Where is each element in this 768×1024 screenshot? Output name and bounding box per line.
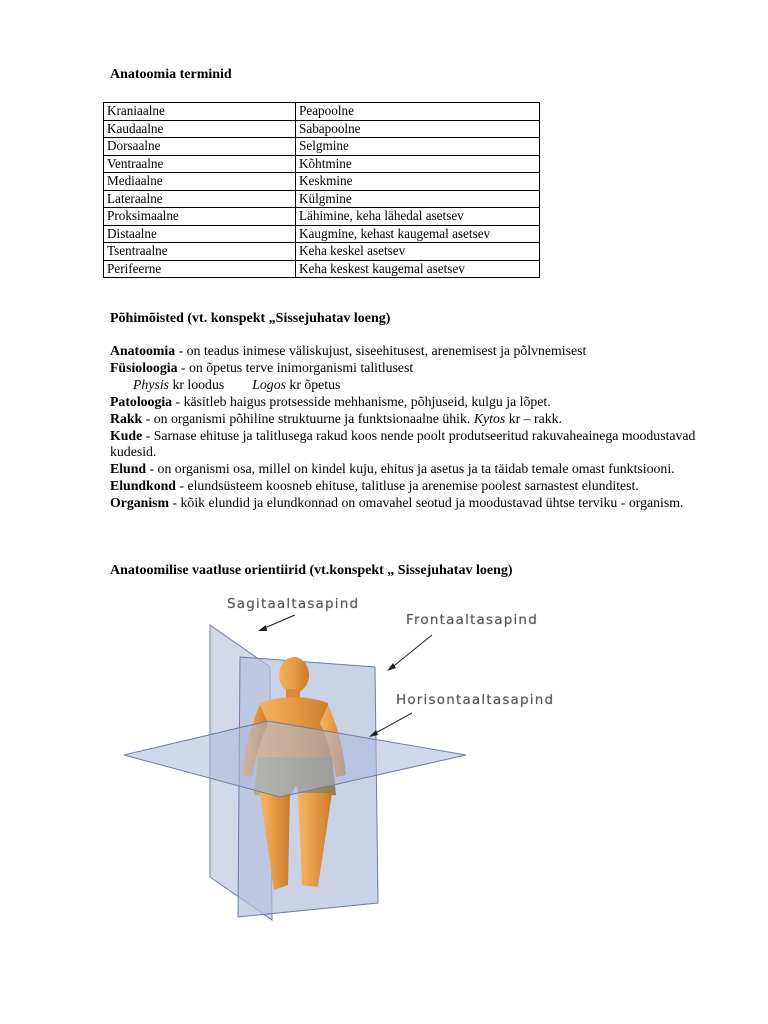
- terms-table: [103, 102, 540, 278]
- table-row: [104, 260, 540, 278]
- planes-illustration: [110, 585, 490, 925]
- definition-kude: Kude - Sarnase ehituse ja talitlusega rakud koos nende poolt produtseeritud rakuvaheainega moodustavad kudesid.: [110, 427, 696, 460]
- term-cell: Kraniaalne: [104, 103, 296, 121]
- term-cell: Distaalne: [104, 225, 296, 243]
- meaning-cell: Kaugmine, kehast kaugemal asetsev: [296, 225, 540, 243]
- meaning-cell: Keha keskel asetsev: [296, 243, 540, 261]
- table-row: [104, 225, 540, 243]
- definition-elundkond: Elundkond - elundsüsteem koosneb ehituse, talitluse ja arenemise poolest sarnastest elunditest.: [110, 478, 639, 494]
- section-heading-orientation: Anatoomilise vaatluse orientiirid (vt.konspekt „ Sissejuhatav loeng): [110, 563, 513, 578]
- anatomical-planes-figure: [110, 585, 555, 925]
- meaning-cell: Lähimine, keha lähedal asetsev: [296, 208, 540, 226]
- table-row: [104, 173, 540, 191]
- table-row: [104, 190, 540, 208]
- table-row: [104, 103, 540, 121]
- term-cell: Dorsaalne: [104, 138, 296, 156]
- term-cell: Perifeerne: [104, 260, 296, 278]
- term-cell: Mediaalne: [104, 173, 296, 191]
- table-row: [104, 120, 540, 138]
- table-row: [104, 208, 540, 226]
- meaning-cell: Peapoolne: [296, 103, 540, 121]
- term-cell: Kaudaalne: [104, 120, 296, 138]
- definitions-list: [110, 343, 715, 512]
- meaning-cell: Keha keskest kaugemal asetsev: [296, 260, 540, 278]
- definition-elund: Elund - on organismi osa, millel on kindel kuju, ehitus ja asetus ja ta täidab temale omast funktsiooni.: [110, 461, 675, 477]
- horizontal-plane: [124, 721, 466, 797]
- meaning-cell: Sabapoolne: [296, 120, 540, 138]
- term-cell: Tsentraalne: [104, 243, 296, 261]
- page-title: Anatoomia terminid: [110, 67, 232, 82]
- term-cell: Lateraalne: [104, 190, 296, 208]
- frontal-plane-label: Frontaaltasapind: [406, 612, 538, 628]
- meaning-cell: Kõhtmine: [296, 155, 540, 173]
- frontal-arrow: [390, 635, 432, 669]
- definition-patoloogia: Patoloogia - käsitleb haigus protsesside mehhanisme, põhjuseid, kulgu ja lõpet.: [110, 393, 551, 409]
- definition-anatoomia: Anatoomia - on teadus inimese väliskujust, siseehitusest, arenemisest ja põlvnemisest: [110, 343, 587, 358]
- meaning-cell: Selgmine: [296, 138, 540, 156]
- meaning-cell: Külgmine: [296, 190, 540, 208]
- table-row: [104, 155, 540, 173]
- sagittal-plane-label: Sagitaaltasapind: [227, 596, 360, 612]
- meaning-cell: Keskmine: [296, 173, 540, 191]
- etymology-line: Physis kr loodus Logos kr õpetus: [133, 376, 341, 392]
- horizontal-plane-label: Horisontaaltasapind: [396, 692, 555, 708]
- section-heading-basic-concepts: Põhimõisted (vt. konspekt „Sissejuhatav loeng): [110, 311, 391, 326]
- horizontal-arrow: [372, 713, 412, 735]
- definition-organism: Organism - kõik elundid ja elundkonnad on omavahel seotud ja moodustavad ühtse terviku - organism.: [110, 495, 684, 511]
- term-cell: Ventraalne: [104, 155, 296, 173]
- definition-fysioloogia: Füsioloogia - on õpetus terve inimorganismi talitlusest: [110, 359, 414, 375]
- table-row: [104, 243, 540, 261]
- table-row: [104, 138, 540, 156]
- term-cell: Proksimaalne: [104, 208, 296, 226]
- definition-rakk: Rakk - on organismi põhiline struktuurne ja funktsionaalne ühik. Kytos kr – rakk.: [110, 410, 562, 426]
